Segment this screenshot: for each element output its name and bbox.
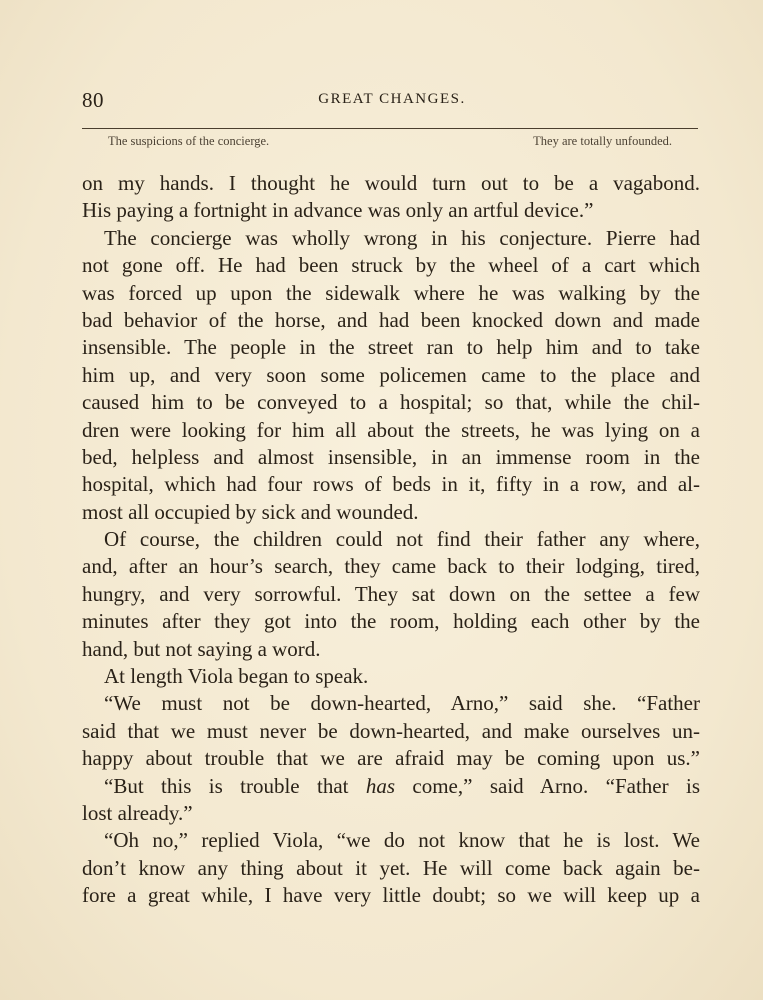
text-line: Of course, the children could not find their father any where, <box>104 527 700 552</box>
text-line-emphasis <box>82 773 700 800</box>
arno-line-after: come,” said Arno. “Father is <box>395 773 700 798</box>
text-line: “Oh no,” replied Viola, “we do not know that he is lost. We <box>104 828 700 853</box>
text-line: “We must not be down-hearted, Arno,” said she. “Father <box>104 691 700 716</box>
text-line: hospital, which had four rows of beds in it, fifty in a row, and al- <box>82 472 700 497</box>
text-line: on my hands. I thought he would turn out to be a vagabond. <box>82 171 700 195</box>
text-line: not gone off. He had been struck by the wheel of a cart which <box>82 253 700 278</box>
text-line: bed, helpless and almost insensible, in an immense room in the <box>82 444 700 469</box>
text-line: and, after an hour’s search, they came back to their lodging, tired, <box>82 554 700 579</box>
text-line: said that we must never be down-hearted, and make ourselves un- <box>82 718 700 743</box>
text-line: hungry, and very sorrowful. They sat down on the settee a few <box>82 581 700 606</box>
arno-line-before: “But this is trouble that <box>104 773 366 798</box>
text-line: fore a great while, I have very little doubt; so we will keep up a <box>82 883 700 908</box>
text-line: was forced up upon the sidewalk where he was walking by the <box>82 280 700 305</box>
text-line: happy about trouble that we are afraid may be coming upon us.” <box>82 746 700 771</box>
emphasis-has: has <box>365 773 396 798</box>
text-line: The concierge was wholly wrong in his conjecture. Pierre had <box>104 225 700 250</box>
running-title: GREAT CHANGES. <box>318 91 466 107</box>
text-line: insensible. The people in the street ran to help him and to take <box>82 335 700 360</box>
text-line: caused him to be conveyed to a hospital; so that, while the chil- <box>82 390 700 415</box>
text-line: bad behavior of the horse, and had been knocked down and made <box>82 307 700 332</box>
body-text <box>82 170 700 910</box>
text-line: don’t know any thing about it yet. He will come back again be- <box>82 855 700 880</box>
page-header <box>82 88 702 114</box>
text-line: him up, and very soon some policemen came to the place and <box>82 362 700 387</box>
subhead-left: The suspicions of the concierge. <box>108 134 270 148</box>
text-line: His paying a fortnight in advance was only an artful device.” <box>82 198 594 223</box>
subhead-right: They are totally unfounded. <box>533 134 672 148</box>
header-rule <box>82 128 698 129</box>
page-number: 80 <box>82 88 104 112</box>
text-line: At length Viola began to speak. <box>104 664 369 689</box>
text-line: minutes after they got into the room, holding each other by the <box>82 609 700 634</box>
text-line: hand, but not saying a word. <box>82 636 321 661</box>
text-line: most all occupied by sick and wounded. <box>82 499 419 524</box>
text-line: lost already.” <box>82 800 193 825</box>
text-line: dren were looking for him all about the streets, he was lying on a <box>82 417 700 442</box>
subhead <box>108 134 672 152</box>
